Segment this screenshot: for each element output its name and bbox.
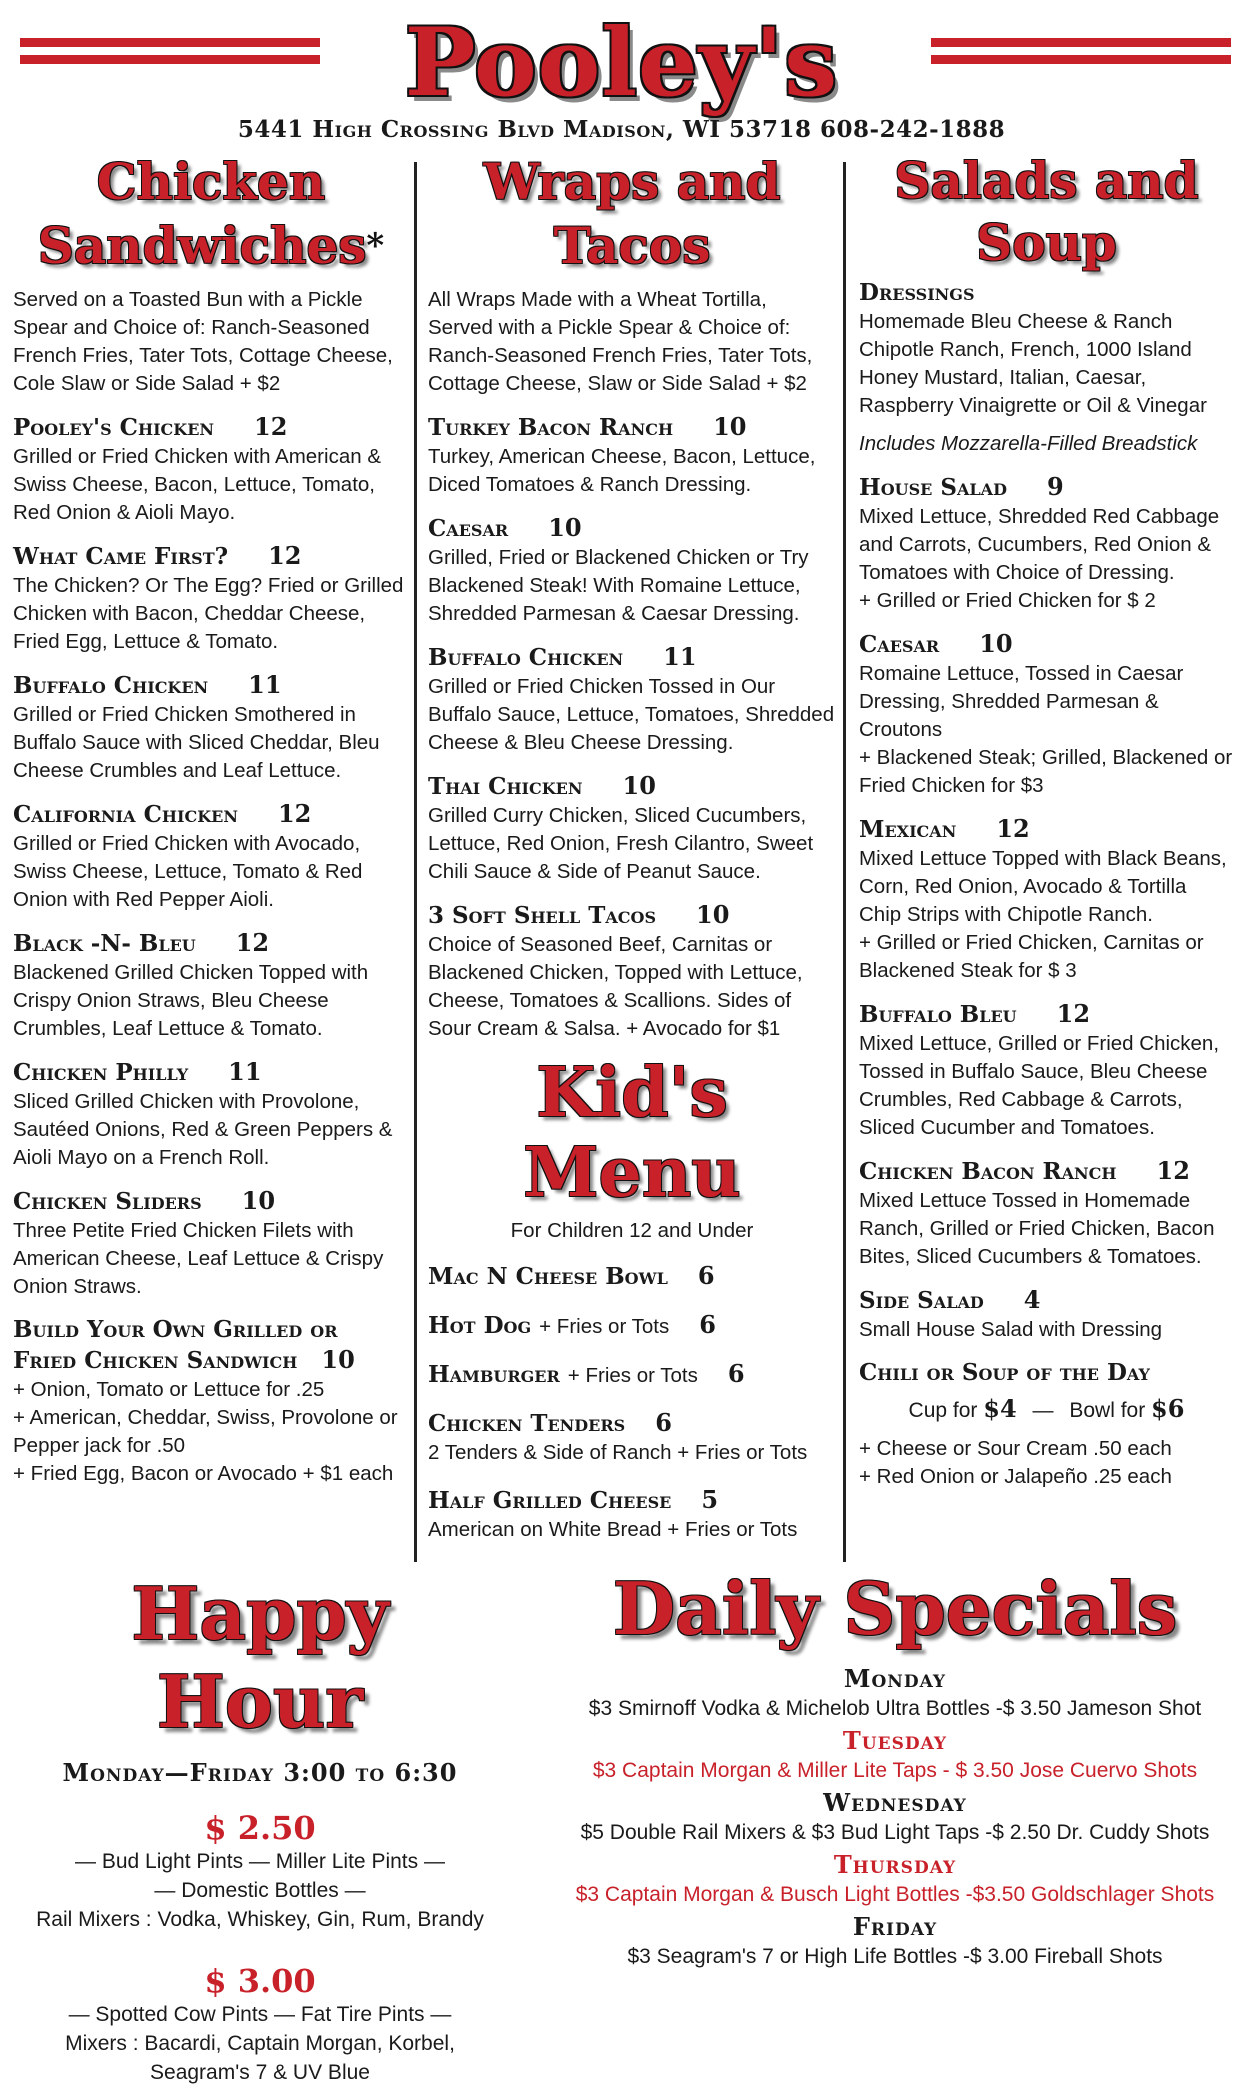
item-name: Buffalo Chicken bbox=[428, 644, 624, 671]
item-header bbox=[13, 670, 409, 701]
item-description: Grilled, Fried or Blackened Chicken or Try Blackened Steak! With Romaine Lettuce, Shredded Parmesan & Caesar Dressing. bbox=[428, 546, 809, 625]
item-price: 6 bbox=[655, 1408, 672, 1437]
day-special: $3 Captain Morgan & Busch Light Bottles -$3.50 Goldschlager Shots bbox=[575, 1883, 1215, 1906]
item-name: Hamburger bbox=[428, 1361, 560, 1388]
menu-items bbox=[859, 472, 1234, 1344]
menu-item bbox=[428, 642, 836, 757]
addon-line: + Fried Egg, Bacon or Avocado + $1 each bbox=[13, 1462, 394, 1485]
item-description: Mixed Lettuce Topped with Black Beans, Corn, Red Onion, Avocado & Tortilla Chip Strips with Chipotle Ranch. bbox=[859, 847, 1227, 926]
daily-specials-title: Daily Specials bbox=[612, 1566, 1178, 1651]
item-price: 10 bbox=[979, 629, 1013, 658]
addon-line: + Red Onion or Jalapeño .25 each bbox=[859, 1465, 1172, 1488]
tier-line: Mixers : Bacardi, Captain Morgan, Korbel, bbox=[65, 2032, 455, 2055]
kids-items bbox=[428, 1261, 836, 1544]
breadstick-note: Includes Mozzarella-Filled Breadstick bbox=[859, 432, 1198, 455]
kids-menu-subtitle: For Children 12 and Under bbox=[510, 1219, 754, 1242]
section-title: Wraps and Tacos bbox=[483, 152, 781, 275]
item-extra: + Fries or Tots bbox=[567, 1364, 698, 1387]
item-description: Grilled or Fried Chicken Tossed in Our Buffalo Sauce, Lettuce, Tomatoes, Shredded Cheese & Bleu Cheese Dressing. bbox=[428, 675, 835, 754]
item-price: 5 bbox=[701, 1485, 719, 1514]
menu-item bbox=[428, 513, 836, 628]
menu-item bbox=[13, 670, 409, 785]
menu-items bbox=[13, 412, 409, 1301]
daily-specials-section bbox=[555, 1565, 1235, 1971]
addon-line: + Onion, Tomato or Lettuce for .25 bbox=[13, 1378, 325, 1401]
item-header bbox=[428, 513, 836, 544]
day-special: $3 Smirnoff Vodka & Michelob Ultra Bottles -$ 3.50 Jameson Shot bbox=[588, 1697, 1202, 1720]
item-name: Side Salad bbox=[859, 1287, 984, 1314]
item-description: Mixed Lettuce, Grilled or Fried Chicken, Tossed in Buffalo Sauce, Bleu Cheese Crumbles, Red Cabbage & Carrots, Sliced Cucumber and Tomatoes. bbox=[859, 1032, 1220, 1139]
item-price: 9 bbox=[1046, 472, 1064, 501]
item-header bbox=[13, 541, 409, 572]
item-name: What Came First? bbox=[13, 543, 229, 570]
addon-line: + Grilled or Fried Chicken, Carnitas or Blackened Steak for $ 3 bbox=[859, 931, 1204, 982]
menu-item bbox=[428, 412, 836, 499]
item-extra: + Fries or Tots bbox=[539, 1315, 670, 1338]
item-name: Half Grilled Cheese bbox=[428, 1487, 672, 1514]
item-header bbox=[428, 1359, 836, 1390]
item-description: 2 Tenders & Side of Ranch + Fries or Tots bbox=[428, 1441, 808, 1464]
address-line: 5441 High Crossing Blvd Madison, WI 53718 608-242-1888 bbox=[237, 116, 1006, 143]
item-price: 10 bbox=[713, 412, 747, 441]
item-description: Grilled or Fried Chicken with Avocado, Swiss Cheese, Lettuce, Tomato & Red Onion with Red Pepper Aioli. bbox=[13, 832, 363, 911]
tier-line: — Domestic Bottles — bbox=[154, 1879, 366, 1902]
item-name: Pooley's Chicken bbox=[13, 414, 215, 441]
dressings-list: Homemade Bleu Cheese & Ranch Chipotle Ranch, French, 1000 Island Honey Mustard, Italian, Caesar, Raspberry Vinaigrette or Oil & Vinegar bbox=[859, 310, 1207, 417]
item-price: 4 bbox=[1023, 1285, 1041, 1314]
item-price: 11 bbox=[663, 642, 697, 671]
item-header bbox=[428, 1261, 836, 1292]
happy-hour-title: Happy Hour bbox=[131, 1571, 389, 1744]
tier-line: — Bud Light Pints — Miller Lite Pints — bbox=[75, 1850, 445, 1873]
item-name: Chicken Philly bbox=[13, 1059, 189, 1086]
addon-line: + American, Cheddar, Swiss, Provolone or Pepper jack for .50 bbox=[13, 1406, 398, 1457]
dressings-heading: Dressings bbox=[859, 279, 975, 306]
item-header bbox=[428, 771, 836, 802]
menu-item bbox=[13, 412, 409, 527]
item-name: 3 Soft Shell Tacos bbox=[428, 902, 657, 929]
item-description: Choice of Seasoned Beef, Carnitas or Blackened Chicken, Topped with Lettuce, Cheese, Tomatoes & Scallions. Sides of Sour Cream & Salsa. + Avocado for $1 bbox=[428, 933, 803, 1040]
item-header bbox=[13, 928, 409, 959]
item-name: Chili or Soup of the Day bbox=[859, 1359, 1150, 1386]
bowl-label: Bowl for bbox=[1069, 1399, 1146, 1422]
column-divider bbox=[414, 162, 417, 1562]
happy-hour-times: Monday—Friday 3:00 to 6:30 bbox=[62, 1758, 458, 1787]
kids-item bbox=[428, 1359, 836, 1390]
item-name: Black -N- Bleu bbox=[13, 930, 196, 957]
section-title bbox=[13, 150, 409, 278]
price-separator: — bbox=[1032, 1399, 1054, 1422]
menu-item bbox=[859, 814, 1234, 985]
menu-item bbox=[859, 629, 1234, 800]
item-name: Hot Dog bbox=[428, 1312, 532, 1339]
column-divider bbox=[843, 162, 846, 1562]
day-special: $5 Double Rail Mixers & $3 Bud Light Taps -$ 2.50 Dr. Cuddy Shots bbox=[580, 1821, 1210, 1844]
item-header bbox=[13, 1057, 409, 1088]
item-header bbox=[428, 900, 836, 931]
item-name: Mexican bbox=[859, 816, 957, 843]
menu-item bbox=[859, 1358, 1234, 1491]
item-header bbox=[428, 642, 836, 673]
menu-item bbox=[428, 771, 836, 886]
menu-items bbox=[428, 412, 836, 1043]
day-name: Thursday bbox=[833, 1850, 957, 1879]
tier-line: Seagram's 7 & UV Blue bbox=[150, 2061, 370, 2084]
kids-item bbox=[428, 1310, 836, 1341]
item-name: California Chicken bbox=[13, 801, 238, 828]
bowl-price: $6 bbox=[1151, 1394, 1185, 1423]
cup-price: $4 bbox=[983, 1394, 1017, 1423]
item-price: 6 bbox=[699, 1310, 716, 1339]
item-description: Mixed Lettuce Tossed in Homemade Ranch, Grilled or Fried Chicken, Bacon Bites, Sliced Cucumbers & Tomatoes. bbox=[859, 1189, 1215, 1268]
restaurant-logo: Pooley's bbox=[404, 8, 839, 118]
item-name-line: Fried Chicken Sandwich bbox=[13, 1347, 298, 1374]
item-name: Thai Chicken bbox=[428, 773, 583, 800]
menu-item bbox=[13, 1057, 409, 1172]
item-header bbox=[859, 1285, 1234, 1316]
header bbox=[0, 8, 1243, 118]
item-price: 12 bbox=[1156, 1156, 1190, 1185]
item-price: 11 bbox=[228, 1057, 262, 1086]
menu-item bbox=[13, 799, 409, 914]
menu-item bbox=[859, 999, 1234, 1142]
item-header bbox=[859, 629, 1234, 660]
item-price: 6 bbox=[727, 1359, 745, 1388]
item-header bbox=[428, 1310, 836, 1341]
section-intro: All Wraps Made with a Wheat Tortilla, Served with a Pickle Spear & Choice of: Ranch-Seasoned French Fries, Tater Tots, Cottage Cheese, Slaw or Side Salad + $2 bbox=[428, 288, 813, 395]
section-title: Salads and Soup bbox=[894, 151, 1199, 272]
item-description: Blackened Grilled Chicken Topped with Crispy Onion Straws, Bleu Cheese Crumbles, Leaf Lettuce & Tomato. bbox=[13, 961, 369, 1040]
section-title-text: Chicken Sandwiches bbox=[37, 152, 367, 275]
tier-price: $ 3.00 bbox=[204, 1962, 316, 2000]
item-name: Chicken Tenders bbox=[428, 1410, 626, 1437]
item-description: Mixed Lettuce, Shredded Red Cabbage and Carrots, Cucumbers, Red Onion & Tomatoes with Choice of Dressing. bbox=[859, 505, 1220, 584]
chili-prices bbox=[859, 1394, 1234, 1423]
item-description: Grilled or Fried Chicken Smothered in Buffalo Sauce with Sliced Cheddar, Bleu Cheese Crumbles and Leaf Lettuce. bbox=[13, 703, 380, 782]
chicken-sandwiches-section bbox=[13, 150, 409, 1488]
day-name: Tuesday bbox=[842, 1726, 948, 1755]
item-description: Small House Salad with Dressing bbox=[859, 1318, 1163, 1341]
addon-line: + Grilled or Fried Chicken for $ 2 bbox=[859, 589, 1156, 612]
tier-line: Rail Mixers : Vodka, Whiskey, Gin, Rum, Brandy bbox=[36, 1908, 484, 1931]
addon-line: + Blackened Steak; Grilled, Blackened or Fried Chicken for $3 bbox=[859, 746, 1233, 797]
salads-soup-section bbox=[859, 150, 1234, 1491]
item-name bbox=[13, 1345, 409, 1376]
day-special: $3 Seagram's 7 or High Life Bottles -$ 3.00 Fireball Shots bbox=[627, 1945, 1163, 1968]
item-price: 12 bbox=[254, 412, 288, 441]
item-description: Three Petite Fried Chicken Filets with American Cheese, Leaf Lettuce & Crispy Onion Straws. bbox=[13, 1219, 384, 1298]
kids-item bbox=[428, 1485, 836, 1544]
item-name: Turkey Bacon Ranch bbox=[428, 414, 674, 441]
item-name: Chicken Sliders bbox=[13, 1188, 202, 1215]
item-name: Caesar bbox=[428, 515, 509, 542]
item-description: Sliced Grilled Chicken with Provolone, Sautéed Onions, Red & Green Peppers & Aioli Mayo on a French Roll. bbox=[13, 1090, 393, 1169]
item-price: 10 bbox=[241, 1186, 276, 1215]
item-name: Build Your Own Grilled or bbox=[13, 1316, 338, 1343]
item-header bbox=[859, 1156, 1234, 1187]
item-price: 12 bbox=[235, 928, 270, 957]
menu-item bbox=[13, 928, 409, 1043]
day-special: $3 Captain Morgan & Miller Lite Taps - $ 3.50 Jose Cuervo Shots bbox=[592, 1759, 1198, 1782]
item-price: 10 bbox=[548, 513, 582, 542]
day-name: Monday bbox=[843, 1664, 947, 1693]
item-header bbox=[428, 1408, 836, 1439]
item-price: 10 bbox=[622, 771, 656, 800]
addon-line: + Cheese or Sour Cream .50 each bbox=[859, 1437, 1172, 1460]
menu-item bbox=[13, 1315, 409, 1488]
menu-item bbox=[859, 1285, 1234, 1344]
menu-item bbox=[859, 472, 1234, 615]
item-header bbox=[428, 1485, 836, 1516]
item-price: 11 bbox=[248, 670, 282, 699]
wraps-tacos-section bbox=[428, 150, 836, 1544]
item-description: Turkey, American Cheese, Bacon, Lettuce, Diced Tomatoes & Ranch Dressing. bbox=[428, 445, 816, 496]
item-description: Romaine Lettuce, Tossed in Caesar Dressing, Shredded Parmesan & Croutons bbox=[859, 662, 1184, 741]
item-price: 10 bbox=[696, 900, 730, 929]
item-name: Buffalo Bleu bbox=[859, 1001, 1017, 1028]
kids-item bbox=[428, 1261, 836, 1292]
item-name: Chicken Bacon Ranch bbox=[859, 1158, 1117, 1185]
tier-price: $ 2.50 bbox=[204, 1809, 316, 1847]
item-description: The Chicken? Or The Egg? Fried or Grilled Chicken with Bacon, Cheddar Cheese, Fried Egg, Lettuce & Tomato. bbox=[13, 574, 404, 653]
specials-list bbox=[555, 1663, 1235, 1971]
menu-item bbox=[859, 1156, 1234, 1271]
item-header bbox=[13, 412, 409, 443]
item-price: 10 bbox=[321, 1345, 355, 1374]
day-name: Friday bbox=[852, 1912, 938, 1941]
item-price: 12 bbox=[1056, 999, 1091, 1028]
item-description: Grilled Curry Chicken, Sliced Cucumbers, Lettuce, Red Onion, Fresh Cilantro, Sweet Chili Sauce & Side of Peanut Sauce. bbox=[428, 804, 814, 883]
item-header bbox=[859, 814, 1234, 845]
menu-item bbox=[13, 1186, 409, 1301]
item-description: Grilled or Fried Chicken with American & Swiss Cheese, Bacon, Lettuce, Tomato, Red Onion & Aioli Mayo. bbox=[13, 445, 381, 524]
item-header bbox=[13, 799, 409, 830]
item-header bbox=[859, 999, 1234, 1030]
item-name: Mac N Cheese Bowl bbox=[428, 1263, 668, 1290]
cup-label: Cup for bbox=[908, 1399, 978, 1422]
day-name: Wednesday bbox=[823, 1788, 967, 1817]
item-name: Caesar bbox=[859, 631, 940, 658]
item-price: 12 bbox=[277, 799, 312, 828]
menu-item bbox=[428, 900, 836, 1043]
item-price: 12 bbox=[996, 814, 1030, 843]
item-name: Buffalo Chicken bbox=[13, 672, 209, 699]
menu-item bbox=[13, 541, 409, 656]
item-price: 12 bbox=[268, 541, 302, 570]
item-header bbox=[13, 1186, 409, 1217]
happy-hour-section bbox=[20, 1570, 500, 2087]
item-name: House Salad bbox=[859, 474, 1007, 501]
kids-menu-title: Kid's Menu bbox=[523, 1053, 741, 1213]
kids-item bbox=[428, 1408, 836, 1467]
item-price: 6 bbox=[697, 1261, 715, 1290]
item-description: American on White Bread + Fries or Tots bbox=[428, 1518, 798, 1541]
item-header bbox=[859, 472, 1234, 503]
item-header bbox=[428, 412, 836, 443]
tier-line: — Spotted Cow Pints — Fat Tire Pints — bbox=[68, 2003, 452, 2026]
section-intro: Served on a Toasted Bun with a Pickle Spear and Choice of: Ranch-Seasoned French Fries, Tater Tots, Cottage Cheese, Cole Slaw or Side Salad + $2 bbox=[13, 288, 393, 395]
asterisk-mark: * bbox=[366, 226, 385, 266]
